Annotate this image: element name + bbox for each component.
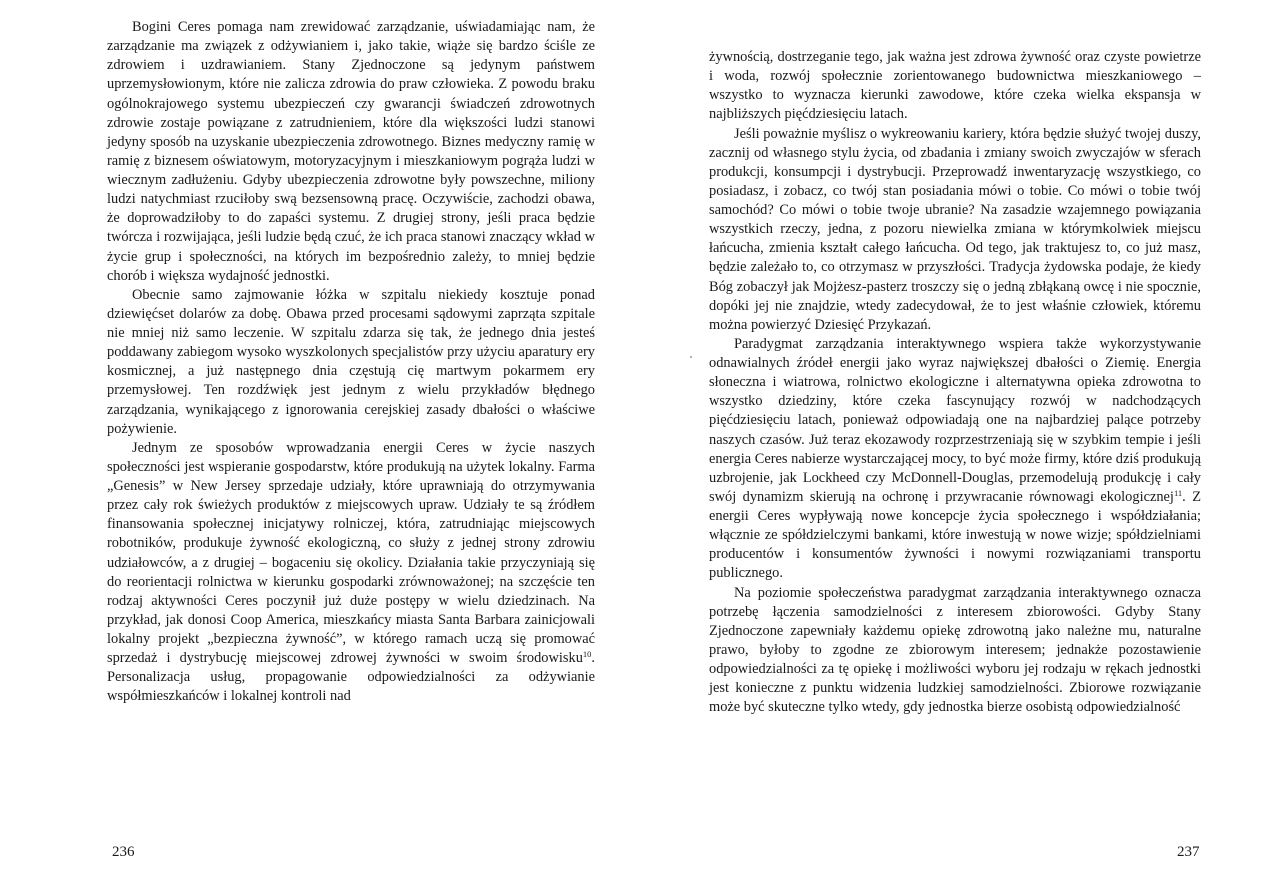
paragraph xyxy=(107,286,595,439)
footnote-marker: 11 xyxy=(1173,487,1183,498)
left-page xyxy=(0,0,631,893)
left-page-text xyxy=(107,18,595,707)
paragraph-text: Jednym ze sposobów wprowadzania energii Ceres w życie naszych społeczności jest wspieranie gospodarstw, które produkują na użytek lokalny. Farma „Genesis” w New Jersey sprzedaje udziały, które uprawniają do otrzymywania przez cały rok świeżych produktów z miejscowych upraw. Udziały te są źródłem finansowania społecznej inicjatywy rolniczej, która, zatrudniając miejscowych robotników, produkuje żywność ekologiczną, co służy z jednej strony zdrowiu udziałowców, a z drugiej – bogaceniu się okolicy. Działania takie przyczyniają się do reorientacji rolnictwa w kierunku gospodarki zrównoważonej; na szczęście ten rodzaj aktywności Ceres poczynił już duże postępy w wielu dziedzinach. Na przykład, jak donosi Coop America, mieszkańcy miasta Santa Barbara zainicjowali lokalny projekt „bezpieczna żywność”, w którego ramach uczą się promować sprzedaż i dystrybucję miejscowej zdrowej żywności w swoim środowisku xyxy=(107,439,595,667)
paragraph-text: Jeśli poważnie myślisz o wykreowaniu kariery, która będzie służyć twojej duszy, zacznij od własnego stylu życia, od zbadania i zmiany swoich zwyczajów w sferach produkcji, konsumpcji i dystrybucji. Przeprowadź inwentaryzację wszystkiego, co posiadasz, i zobacz, co twój stan posiadania mówi o tobie. Co mówi o tobie twój samochód? Co mówi o tobie twoje ubranie? Na zasadzie wzajemnego powiązania wszystkich rzeczy, jedna, z pozoru niewielka zmiana w którymkolwiek miejscu łańcucha, zmienia kształt całego łańcucha. Od tego, jak traktujesz to, co już masz, będzie zależało to, co otrzymasz w przyszłości. Tradycja żydowska podaje, że kiedy Bóg zobaczył jak Mojżesz-pasterz troszczy się o jedną zbłąkaną owcę i nie spocznie, dopóki jej nie znajdzie, wtedy zadecydował, że to jest właśnie człowiek, któremu można powierzyć Dziesięć Przykazań. xyxy=(709,125,1201,333)
right-page-text xyxy=(709,48,1201,717)
paragraph-text: żywnością, dostrzeganie tego, jak ważna jest zdrowa żywność oraz czyste powietrze i woda, rozwój społecznie zorientowanego budownictwa mieszkaniowego – wszystko to wyznacza kierunki zawodowe, które czeka wielka ekspansja w najbliższych pięćdziesięciu latach. xyxy=(709,49,1201,123)
right-page xyxy=(631,0,1263,893)
footnote-marker: 10 xyxy=(582,649,592,660)
left-page-number: 236 xyxy=(112,844,135,860)
paragraph xyxy=(709,335,1201,584)
right-page-number: 237 xyxy=(1177,844,1200,860)
paragraph-text: Bogini Ceres pomaga nam zrewidować zarządzanie, uświadamiając nam, że zarządzanie ma związek z odżywianiem i, jako takie, wiąże się bardzo ściśle ze zdrowiem i uzdrawianiem. Stany Zjednoczone są jedynym państwem uprzemysłowionym, które nie zalicza zdrowia do praw człowieka. Z powodu braku ogólnokrajowego systemu ubezpieczeń czy gwarancji świadczeń zdrowotnych zdrowie zostaje powiązane z zatrudnieniem, które dla większości ludzi stanowi jedyny sposób na uzyskanie ubezpieczenia zdrowotnego. Biznes medyczny ramię w ramię z biznesem oświatowym, motoryzacyjnym i mieszkaniowym pogrąża ludzi w wiecznym zadłużeniu. Gdyby ubezpieczenia zdrowotne były powszechne, miliony ludzi natychmiast rzuciłoby swą bezsensowną pracę. Oczywiście, zachodzi obawa, że doprowadziłoby to do zapaści systemu. Z drugiej strony, jeśli praca będzie twórcza i rozwijająca, jeśli ludzie będą czuć, że ich praca stanowi znaczący wkład w życie grup i społeczności, na których im bezpośrednio zależy, to mniej będzie chorób i większa wydajność jednostki. xyxy=(107,19,595,284)
paragraph xyxy=(107,18,595,286)
paragraph xyxy=(709,125,1201,335)
paragraph-text: Obecnie samo zajmowanie łóżka w szpitalu niekiedy kosztuje ponad dziewięćset dolarów za dobę. Obawa przed procesami sądowymi zaprząta szpitale nie mniej niż samo leczenie. W szpitalu zdarza się tak, że jednego dnia jesteś poddawany zabiegom wysoko wyszkolonych specjalistów przy użyciu aparatury ery kosmicznej, a już następnego dnia częstują cię martwym pokarmem ery przemysłowej. Ten rozdźwięk jest jednym z wielu przykładów błędnego zarządzania, wynikającego z ignorowania cerejskiej zasady dbałości o właściwe pożywienie. xyxy=(107,286,595,437)
paragraph-text: Paradygmat zarządzania interaktywnego wspiera także wykorzystywanie odnawialnych źródeł energii jako wyraz największej dbałości o Ziemię. Energia słoneczna i wiatrowa, rolnictwo ekologiczne i alternatywna opieka zdrowotna to wszystko dziedziny, które czeka fascynujący rozwój w nadchodzących pięćdziesięciu latach, ponieważ odpowiadają one na najbardziej palące potrzeby naszych czasów. Już teraz ekozawody rozprzestrzeniają się w szybkim tempie i jeśli energia Ceres nabierze wystarczającej mocy, to być może firmy, które dziś produkują uzbrojenie, jak Lockheed czy McDonnell-Douglas, przemodelują produkcję i cały swój dynamizm skierują na ochronę i przywracanie równowagi ekologicznej xyxy=(709,335,1201,505)
paragraph-text: Na poziomie społeczeństwa paradygmat zarządzania interaktywnego oznacza potrzebę łączenia samodzielności z interesem zbiorowości. Gdyby Stany Zjednoczone zapewniały każdemu opiekę zdrowotną jako należne mu, naturalne prawo, byłoby to zgodne ze zbiorowym interesem; jednakże pozostawienie odpowiedzialności za tę opiekę i możliwości wyboru jej rodzaju w rękach jednostki jest konieczne z punktu widzenia ludzkiej samodzielności. Zbiorowe rozwiązanie może być skuteczne tylko wtedy, gdy jednostka bierze osobistą odpowiedzialność xyxy=(709,584,1201,716)
paragraph xyxy=(709,584,1201,718)
paragraph-text: . Z energii Ceres wypływają nowe koncepcje życia społecznego i współdziałania; włącznie ze spółdzielczymi bankami, które inwestują w nowe wizje; spółdzielniami producentów i konsumentów żywności i nowymi rozwiązaniami transportu publicznego. xyxy=(709,488,1201,582)
paragraph xyxy=(709,48,1201,125)
paragraph-text: . Personalizacja usług, propagowanie odpowiedzialności za odżywianie współmieszkańców i lokalnej kontroli nad xyxy=(107,650,595,705)
paragraph xyxy=(107,439,595,707)
